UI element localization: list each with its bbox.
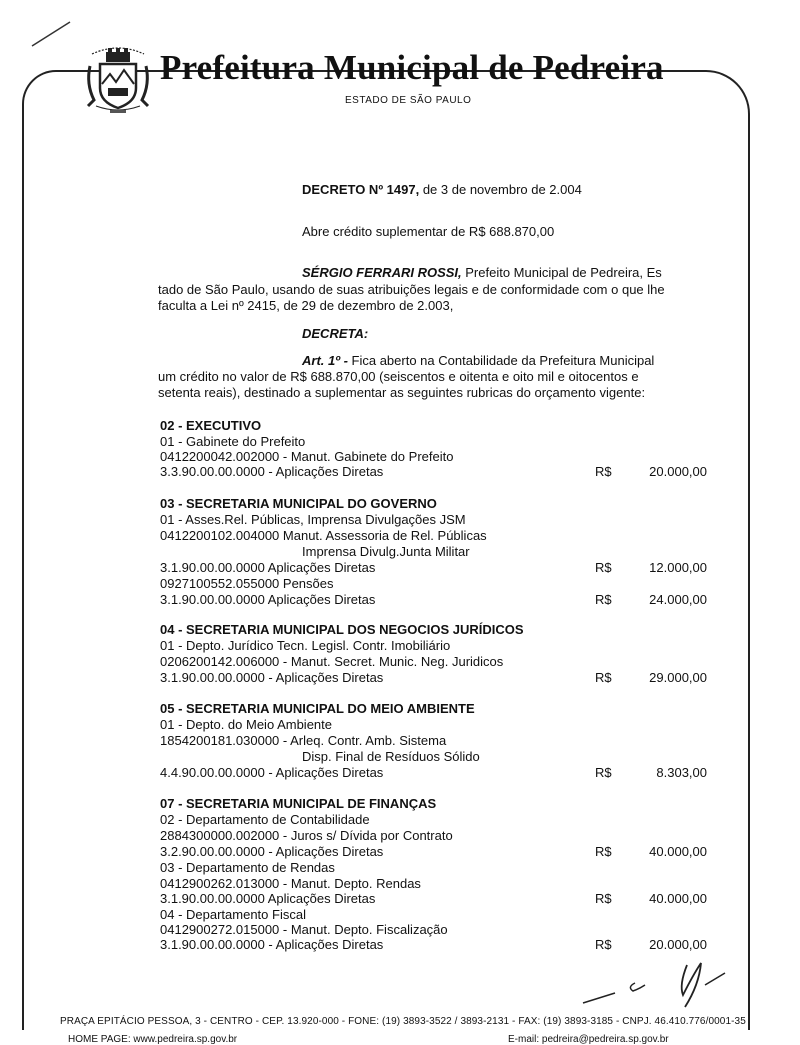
decree-summary: Abre crédito suplementar de R$ 688.870,00 <box>302 224 555 239</box>
section-07-line: 3.1.90.00.00.0000 - Aplicações Diretas <box>160 937 384 952</box>
section-03-line: 3.1.90.00.00.0000 Aplicações Diretas <box>160 592 376 607</box>
section-05-line: 4.4.90.00.00.0000 - Aplicações Diretas <box>160 765 384 780</box>
mayor-name: SÉRGIO FERRARI ROSSI, <box>302 265 462 280</box>
decree-number: DECRETO Nº 1497, <box>302 182 420 197</box>
section-04-line: 0206200142.006000 - Manut. Secret. Munic. Neg. Juridicos <box>160 654 504 669</box>
footer-address: PRAÇA EPITÁCIO PESSOA, 3 - CENTRO - CEP. 13.920-000 - FONE: (19) 3893-3522 / 3893-2131 - FAX: (19) 3893-3185 - CNPJ. 46.410.776/0001-35 <box>60 1016 746 1027</box>
currency: R$ <box>595 670 612 685</box>
article-line-2: um crédito no valor de R$ 688.870,00 (seiscentos e oitenta e oito mil e oitocentos e <box>158 369 639 384</box>
section-07-line: 0412900272.015000 - Manut. Depto. Fiscalização <box>160 922 448 937</box>
currency: R$ <box>595 937 612 952</box>
article-line-1-rest: Fica aberto na Contabilidade da Prefeitura Municipal <box>347 353 655 368</box>
section-03-line: 0412200102.004000 Manut. Assessoria de Rel. Públicas <box>160 528 487 543</box>
amount-value: 8.303,00 <box>656 765 707 780</box>
page-subtitle: ESTADO DE SÃO PAULO <box>345 95 472 106</box>
currency: R$ <box>595 464 612 479</box>
currency: R$ <box>595 592 612 607</box>
article-line-1 <box>302 353 654 369</box>
section-03-line: 0927100552.055000 Pensões <box>160 576 334 591</box>
section-02-title: 02 - EXECUTIVO <box>160 418 262 433</box>
section-05-title: 05 - SECRETARIA MUNICIPAL DO MEIO AMBIENTE <box>160 701 475 716</box>
section-03-line: 01 - Asses.Rel. Públicas, Imprensa Divulgações JSM <box>160 512 466 527</box>
decree-date: de 3 de novembro de 2.004 <box>419 182 582 197</box>
section-07-line: 3.1.90.00.00.0000 Aplicações Diretas <box>160 891 376 906</box>
amount-value: 40.000,00 <box>649 891 707 906</box>
intro-line-2: tado de São Paulo, usando de suas atribuições legais e de conformidade com o que lhe <box>158 282 665 297</box>
amount-value: 40.000,00 <box>649 844 707 859</box>
amount-value: 20.000,00 <box>649 464 707 479</box>
section-07-line: 03 - Departamento de Rendas <box>160 860 335 875</box>
article-label: Art. 1º - <box>302 353 348 368</box>
currency: R$ <box>595 560 612 575</box>
footer-homepage: HOME PAGE: www.pedreira.sp.gov.br <box>68 1034 238 1045</box>
section-07-line: 2884300000.002000 - Juros s/ Dívida por Contrato <box>160 828 453 843</box>
section-02-line: 0412200042.002000 - Manut. Gabinete do Prefeito <box>160 449 454 464</box>
section-05-line: 1854200181.030000 - Arleq. Contr. Amb. Sistema <box>160 733 447 748</box>
scan-mark <box>30 18 75 48</box>
intro-line-3: faculta a Lei nº 2415, de 29 de dezembro de 2.003, <box>158 298 454 313</box>
intro-line-1-rest: Prefeito Municipal de Pedreira, Es <box>461 265 662 280</box>
section-04-line: 01 - Depto. Jurídico Tecn. Legisl. Contr. Imobiliário <box>160 638 451 653</box>
section-02-line: 3.3.90.00.00.0000 - Aplicações Diretas <box>160 464 384 479</box>
footer-email: E-mail: pedreira@pedreira.sp.gov.br <box>508 1034 669 1045</box>
section-02-line: 01 - Gabinete do Prefeito <box>160 434 306 449</box>
currency: R$ <box>595 844 612 859</box>
amount-value: 29.000,00 <box>649 670 707 685</box>
section-07-line: 0412900262.013000 - Manut. Depto. Rendas <box>160 876 421 891</box>
municipal-crest-icon <box>84 44 152 116</box>
intro-line-1 <box>302 265 662 281</box>
section-07-title: 07 - SECRETARIA MUNICIPAL DE FINANÇAS <box>160 796 437 811</box>
section-07-line: 04 - Departamento Fiscal <box>160 907 306 922</box>
signature-icon <box>575 955 735 1015</box>
section-05-line: Disp. Final de Resíduos Sólido <box>302 749 480 764</box>
section-03-title: 03 - SECRETARIA MUNICIPAL DO GOVERNO <box>160 496 437 511</box>
amount-value: 24.000,00 <box>649 592 707 607</box>
section-04-title: 04 - SECRETARIA MUNICIPAL DOS NEGOCIOS JURÍDICOS <box>160 622 524 637</box>
section-07-line: 3.2.90.00.00.0000 - Aplicações Diretas <box>160 844 384 859</box>
currency: R$ <box>595 891 612 906</box>
currency: R$ <box>595 765 612 780</box>
decree-heading <box>302 182 582 198</box>
amount-value: 12.000,00 <box>649 560 707 575</box>
decreta-heading: DECRETA: <box>302 326 369 341</box>
article-line-3: setenta reais), destinado a suplementar as seguintes rubricas do orçamento vigente: <box>158 385 646 400</box>
section-03-line: 3.1.90.00.00.0000 Aplicações Diretas <box>160 560 376 575</box>
section-04-line: 3.1.90.00.00.0000 - Aplicações Diretas <box>160 670 384 685</box>
section-03-line: Imprensa Divulg.Junta Militar <box>302 544 470 559</box>
section-05-line: 01 - Depto. do Meio Ambiente <box>160 717 332 732</box>
section-07-line: 02 - Departamento de Contabilidade <box>160 812 370 827</box>
amount-value: 20.000,00 <box>649 937 707 952</box>
page-title: Prefeitura Municipal de Pedreira <box>160 48 664 87</box>
